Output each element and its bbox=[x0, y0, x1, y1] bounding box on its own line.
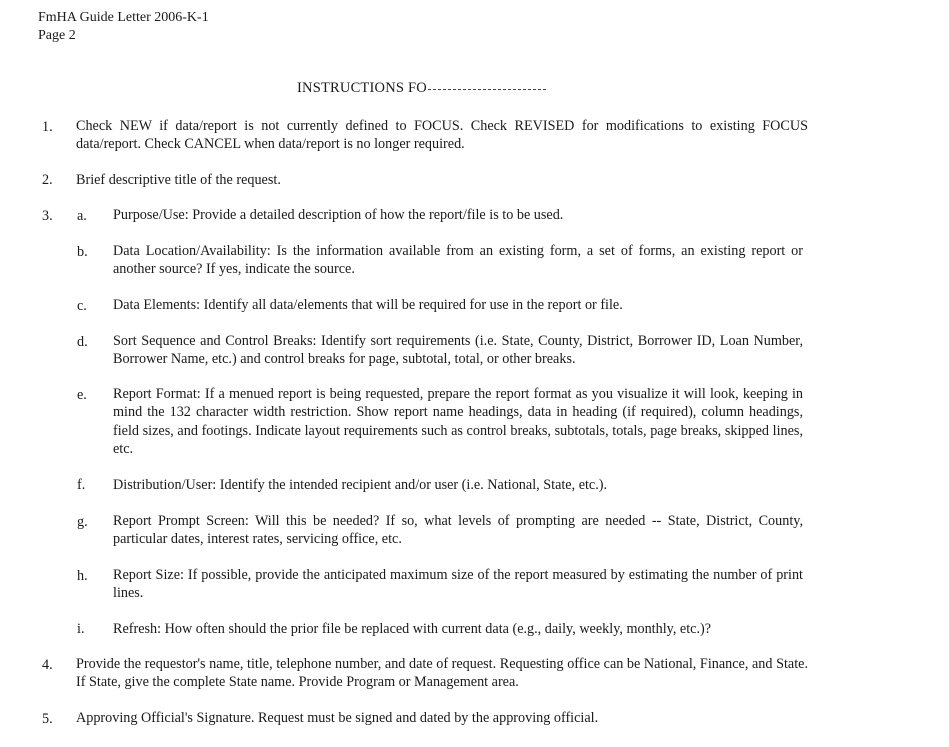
item-3h-letter: h. bbox=[77, 568, 88, 584]
guide-letter-id: FmHA Guide Letter 2006-K-1 bbox=[38, 10, 209, 25]
item-3i-letter: i. bbox=[77, 621, 85, 637]
item-4-number: 4. bbox=[42, 657, 53, 673]
section-title bbox=[297, 80, 546, 97]
item-3d-text: Sort Sequence and Control Breaks: Identify sort requirements (i.e. State, County, District, Borrower ID, Loan Number, Borrower Name, etc.) and control breaks for page, subtotal, total, or other breaks. bbox=[113, 333, 803, 368]
item-4-text: Provide the requestor's name, title, telephone number, and date of request. Requesting office can be National, Finance, and State. If State, give the complete State name. Provide Program or Management area. bbox=[76, 656, 808, 691]
item-3b-text: Data Location/Availability: Is the information available from an existing form, a set of forms, an existing report or another source? If yes, indicate the source. bbox=[113, 243, 803, 278]
item-5-text: Approving Official's Signature. Request must be signed and dated by the approving official. bbox=[76, 710, 599, 726]
item-3h-text: Report Size: If possible, provide the anticipated maximum size of the report measured by estimating the number of print lines. bbox=[113, 567, 803, 602]
item-3e-text: Report Format: If a menued report is being requested, prepare the report format as you visualize it will look, keeping in mind the 132 character width restriction. Show report name headings, data in heading (if required), column headings, field sizes, and footings. Indicate layout requirements such as control breaks, subtotals, totals, page breaks, skipped lines, etc. bbox=[113, 386, 803, 457]
item-3f-letter: f. bbox=[77, 477, 86, 493]
page-number: Page 2 bbox=[38, 28, 76, 43]
item-3c-letter: c. bbox=[77, 298, 87, 314]
item-3d-letter: d. bbox=[77, 334, 88, 350]
item-3b-letter: b. bbox=[77, 244, 88, 260]
section-title-text: INSTRUCTIONS FO bbox=[297, 80, 427, 96]
title-redaction-line bbox=[428, 89, 546, 90]
item-5-number: 5. bbox=[42, 711, 53, 727]
item-3g-text: Report Prompt Screen: Will this be needed? If so, what levels of prompting are needed -- State, District, County, particular dates, interest rates, servicing office, etc. bbox=[113, 513, 803, 548]
item-3a-text: Purpose/Use: Provide a detailed description of how the report/file is to be used. bbox=[113, 207, 564, 223]
item-3c-text: Data Elements: Identify all data/elements that will be required for use in the report or file. bbox=[113, 297, 623, 313]
item-2-number: 2. bbox=[42, 172, 53, 188]
item-3g-letter: g. bbox=[77, 514, 88, 530]
item-3f-text: Distribution/User: Identify the intended recipient and/or user (i.e. National, State, etc.). bbox=[113, 477, 608, 493]
item-1-number: 1. bbox=[42, 119, 53, 135]
item-3a-letter: a. bbox=[77, 208, 87, 224]
item-3-number: 3. bbox=[42, 208, 53, 224]
item-2-text: Brief descriptive title of the request. bbox=[76, 172, 281, 188]
item-1-text: Check NEW if data/report is not currently defined to FOCUS. Check REVISED for modifications to existing FOCUS data/report. Check CANCEL when data/report is no longer required. bbox=[76, 118, 808, 153]
item-3i-text: Refresh: How often should the prior file be replaced with current data (e.g., daily, weekly, monthly, etc.)? bbox=[113, 621, 712, 637]
item-3e-letter: e. bbox=[77, 387, 87, 403]
